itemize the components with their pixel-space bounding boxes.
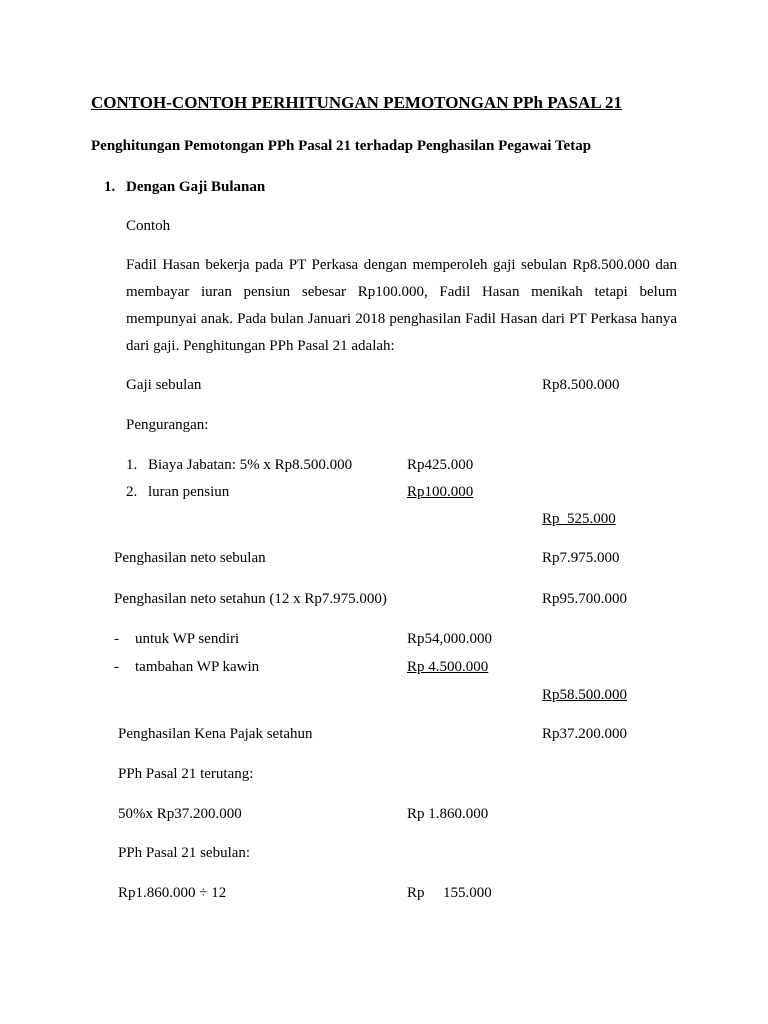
ptkp-bullet: - bbox=[114, 631, 119, 647]
sebulan-calc-label: Rp1.860.000 ÷ 12 bbox=[118, 885, 227, 901]
deduction-label: Biaya Jabatan: 5% x Rp8.500.000 bbox=[148, 457, 353, 473]
neto-tahun-value: Rp95.700.000 bbox=[542, 591, 628, 607]
paragraph-line-3: mempunyai anak. Pada bulan Januari 2018 penghasilan Fadil Hasan dari PT Perkasa hanya bbox=[126, 311, 677, 327]
deduction-number: 1. bbox=[126, 457, 138, 473]
sebulan-calc-amount: 155.000 bbox=[443, 885, 492, 901]
ptkp-total: Rp58.500.000 bbox=[542, 687, 628, 703]
paragraph-line-1: Fadil Hasan bekerja pada PT Perkasa dengan memperoleh gaji sebulan Rp8.500.000 dan bbox=[126, 257, 677, 273]
section-subtitle: Penghitungan Pemotongan PPh Pasal 21 terhadap Penghasilan Pegawai Tetap bbox=[91, 138, 592, 154]
deduction-total: Rp 525.000 bbox=[542, 511, 616, 527]
paragraph-line-4: dari gaji. Penghitungan PPh Pasal 21 adalah: bbox=[126, 338, 395, 354]
pkp-label: Penghasilan Kena Pajak setahun bbox=[118, 726, 313, 742]
sebulan-label: PPh Pasal 21 sebulan: bbox=[118, 845, 251, 861]
ptkp-label: tambahan WP kawin bbox=[135, 659, 260, 675]
page-title: CONTOH-CONTOH PERHITUNGAN PEMOTONGAN PPh PASAL 21 bbox=[91, 93, 622, 112]
section-title: Dengan Gaji Bulanan bbox=[126, 179, 266, 195]
pengurangan-label: Pengurangan: bbox=[126, 417, 209, 433]
gaji-label: Gaji sebulan bbox=[126, 377, 202, 393]
ptkp-value: Rp 4.500.000 bbox=[407, 659, 489, 675]
pkp-value: Rp37.200.000 bbox=[542, 726, 628, 742]
neto-bulan-label: Penghasilan neto sebulan bbox=[114, 550, 266, 566]
deduction-number: 2. bbox=[126, 484, 138, 500]
paragraph-line-2: membayar iuran pensiun sebesar Rp100.000, Fadil Hasan menikah tetapi belum bbox=[126, 284, 677, 300]
neto-bulan-value: Rp7.975.000 bbox=[542, 550, 620, 566]
gaji-value: Rp8.500.000 bbox=[542, 377, 620, 393]
neto-tahun-label: Penghasilan neto setahun (12 x Rp7.975.000) bbox=[114, 591, 387, 607]
deduction-value: Rp100.000 bbox=[407, 484, 474, 500]
ptkp-value: Rp54,000.000 bbox=[407, 631, 493, 647]
sebulan-calc-currency: Rp bbox=[407, 885, 425, 901]
terutang-label: PPh Pasal 21 terutang: bbox=[118, 766, 254, 782]
deduction-value: Rp425.000 bbox=[407, 457, 474, 473]
section-number: 1. bbox=[104, 179, 116, 195]
example-label: Contoh bbox=[126, 218, 171, 234]
ptkp-label: untuk WP sendiri bbox=[135, 631, 240, 647]
terutang-calc-label: 50%x Rp37.200.000 bbox=[118, 806, 242, 822]
terutang-calc-value: Rp 1.860.000 bbox=[407, 806, 489, 822]
deduction-label: luran pensiun bbox=[148, 484, 230, 500]
ptkp-bullet: - bbox=[114, 659, 119, 675]
